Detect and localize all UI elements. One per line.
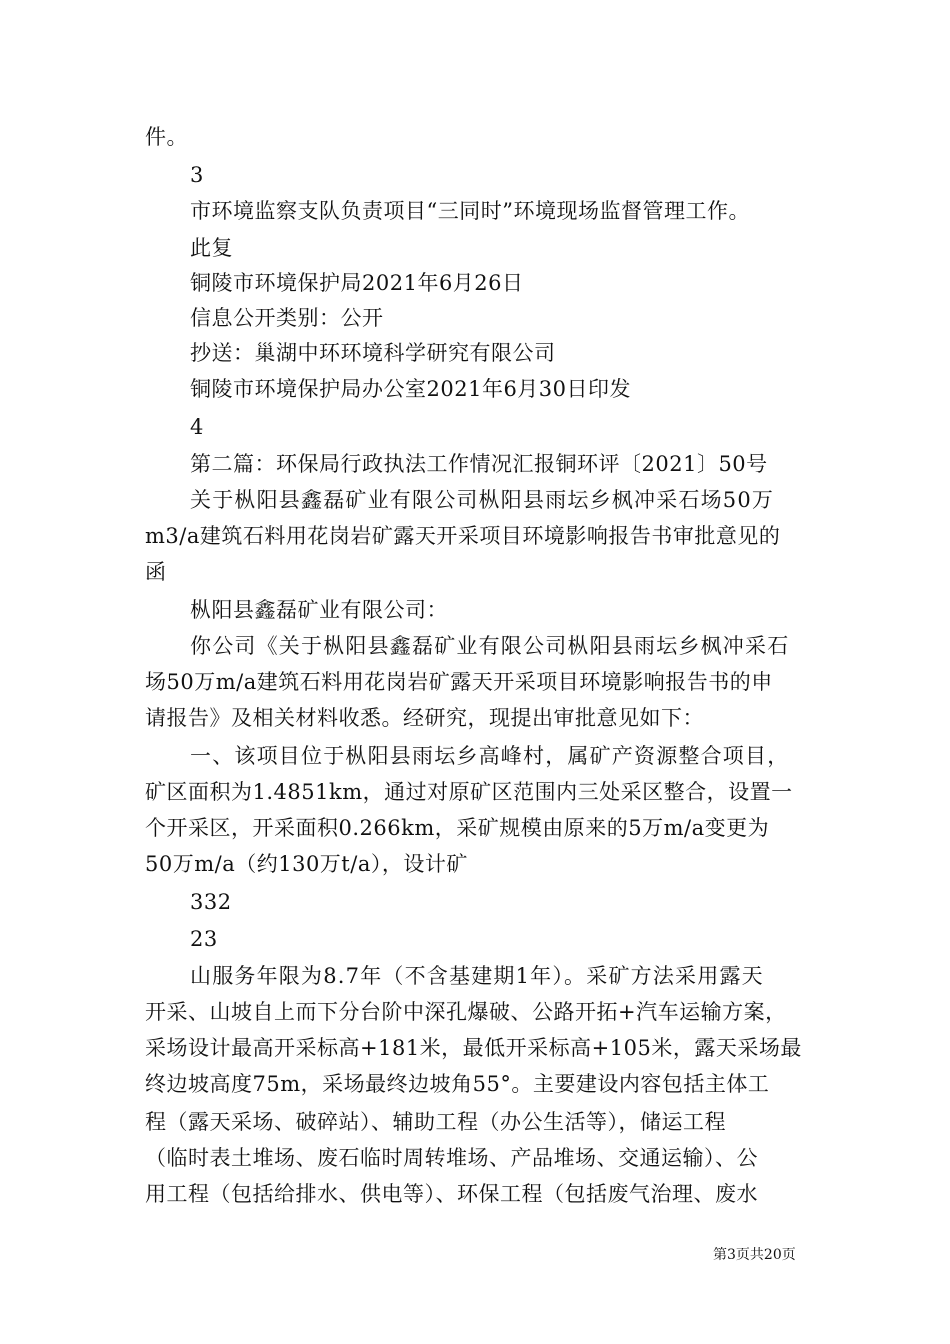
- page-number-marker: 23: [190, 927, 218, 951]
- text-line: （临时表土堆场、废石临时周转堆场、产品堆场、交通运输）、公: [145, 1146, 758, 1170]
- page-number-marker: 3: [190, 163, 204, 187]
- text-line: 终边坡高度75m，采场最终边坡角55°。主要建设内容包括主体工: [145, 1072, 770, 1096]
- text-line: 山服务年限为8.7年（不含基建期1年）。采矿方法采用露天: [190, 964, 764, 988]
- document-title-line: 函: [145, 560, 167, 584]
- text-line: 你公司《关于枞阳县鑫磊矿业有限公司枞阳县雨坛乡枫冲采石: [190, 634, 790, 658]
- text-line: 程（露天采场、破碎站）、辅助工程（办公生活等），储运工程: [145, 1110, 726, 1134]
- addressee: 枞阳县鑫磊矿业有限公司：: [190, 598, 448, 622]
- text-line: 件。: [145, 125, 188, 149]
- page-footer: 第3页共20页: [713, 1247, 796, 1263]
- text-line: 50万m/a（约130万t/a），设计矿: [145, 852, 468, 876]
- text-line: 场50万m/a建筑石料用花岗岩矿露天开采项目环境影响报告书的申: [145, 670, 773, 694]
- text-line: 此复: [190, 236, 233, 260]
- text-line: 一、该项目位于枞阳县雨坛乡高峰村，属矿产资源整合项目，: [190, 744, 790, 768]
- text-line: 请报告》及相关材料收悉。经研究，现提出审批意见如下：: [145, 706, 704, 730]
- text-line: 铜陵市环境保护局2021年6月26日: [190, 271, 524, 295]
- text-line: 矿区面积为1.4851km，通过对原矿区范围内三处采区整合，设置一: [145, 780, 793, 804]
- text-line: 市环境监察支队负责项目“三同时”环境现场监督管理工作。: [190, 199, 750, 223]
- text-line: 采场设计最高开采标高+181米，最低开采标高+105米，露天采场最: [145, 1036, 802, 1060]
- text-line: 开采、山坡自上而下分台阶中深孔爆破、公路开拓+汽车运输方案，: [145, 1000, 787, 1024]
- section-heading: 第二篇：环保局行政执法工作情况汇报铜环评〔2021〕50号: [190, 452, 768, 476]
- text-line: 铜陵市环境保护局办公室2021年6月30日印发: [190, 377, 632, 401]
- page-number-marker: 4: [190, 415, 204, 439]
- document-title-line: 关于枞阳县鑫磊矿业有限公司枞阳县雨坛乡枫冲采石场50万: [190, 488, 775, 512]
- text-line: 信息公开类别：公开: [190, 306, 384, 330]
- text-line: 个开采区，开采面积0.266km，采矿规模由原来的5万m/a变更为: [145, 816, 770, 840]
- text-line: 抄送：巢湖中环环境科学研究有限公司: [190, 341, 556, 365]
- document-title-line: m3/a建筑石料用花岗岩矿露天开采项目环境影响报告书审批意见的: [145, 524, 781, 548]
- text-line: 用工程（包括给排水、供电等）、环保工程（包括废气治理、废水: [145, 1182, 758, 1206]
- page-number-marker: 332: [190, 890, 232, 914]
